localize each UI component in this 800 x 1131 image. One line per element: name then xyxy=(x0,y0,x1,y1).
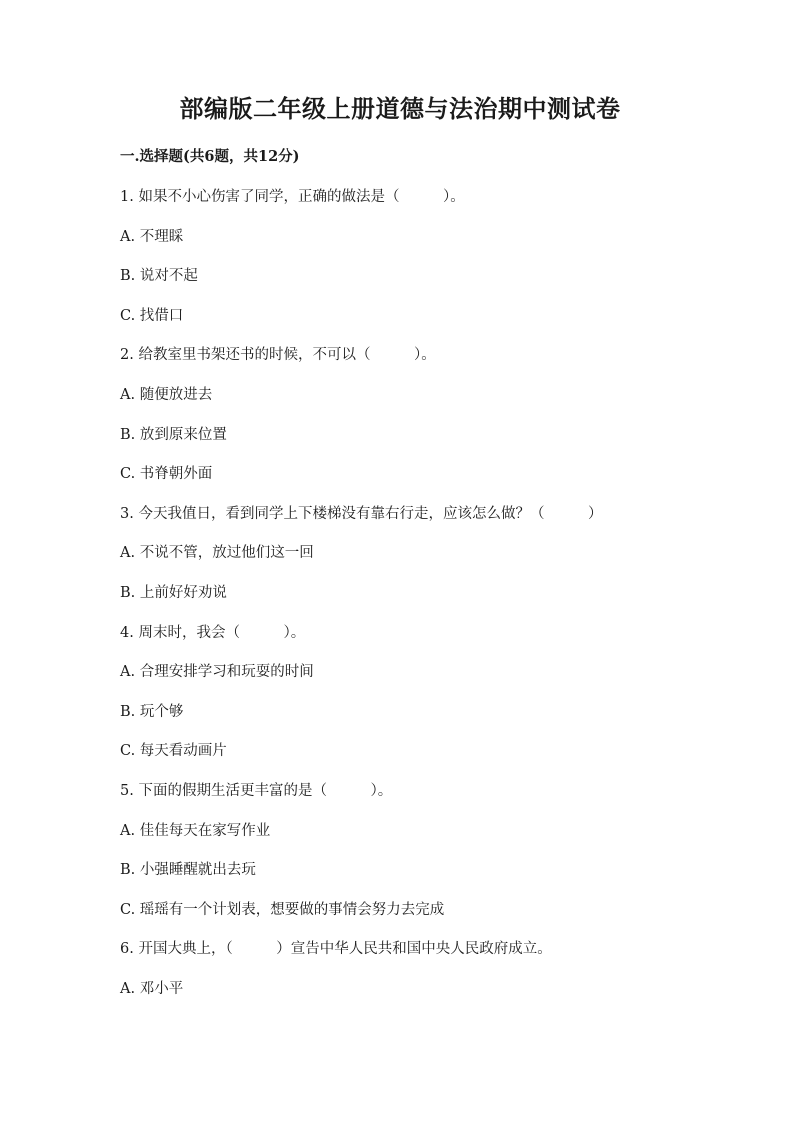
page-title: 部编版二年级上册道德与法治期中测试卷 xyxy=(179,94,621,123)
question-1-option-b: B. 说对不起 xyxy=(120,268,198,285)
question-1-stem: 1. 如果不小心伤害了同学，正确的做法是（ ）。 xyxy=(120,189,465,205)
question-5-option-b: B. 小强睡醒就出去玩 xyxy=(120,862,256,879)
question-2-option-c: C. 书脊朝外面 xyxy=(120,466,213,483)
question-3-stem: 3. 今天我值日，看到同学上下楼梯没有靠右行走，应该怎么做？（ ） xyxy=(120,505,603,522)
question-1-option-a: A. 不理睬 xyxy=(120,228,184,245)
question-2-option-a: A. 随便放进去 xyxy=(120,386,213,403)
question-4-stem: 4. 周末时，我会（ ）。 xyxy=(120,624,306,641)
question-6-option-a: A. 邓小平 xyxy=(120,980,184,997)
question-3-option-a: A. 不说不管，放过他们这一回 xyxy=(120,545,314,562)
question-3-option-b: B. 上前好好劝说 xyxy=(120,584,227,601)
question-1-option-c: C. 找借口 xyxy=(120,307,184,324)
question-4-option-c: C. 每天看动画片 xyxy=(120,743,227,760)
question-4-option-b: B. 玩个够 xyxy=(120,703,184,720)
question-list xyxy=(120,186,720,1017)
section-heading: 一.选择题(共6题，共12分) xyxy=(120,148,300,165)
question-6-stem: 6. 开国大典上，（ ）宣告中华人民共和国中央人民政府成立。 xyxy=(120,941,552,958)
question-5-option-a: A. 佳佳每天在家写作业 xyxy=(120,822,271,839)
question-5-stem: 5. 下面的假期生活更丰富的是（ ）。 xyxy=(120,782,393,799)
question-2-stem: 2. 给教室里书架还书的时候，不可以（ ）。 xyxy=(120,347,436,364)
question-2-option-b: B. 放到原来位置 xyxy=(120,426,227,443)
question-4-option-a: A. 合理安排学习和玩耍的时间 xyxy=(120,664,314,681)
question-5-option-c: C. 瑶瑶有一个计划表，想要做的事情会努力去完成 xyxy=(120,901,445,918)
